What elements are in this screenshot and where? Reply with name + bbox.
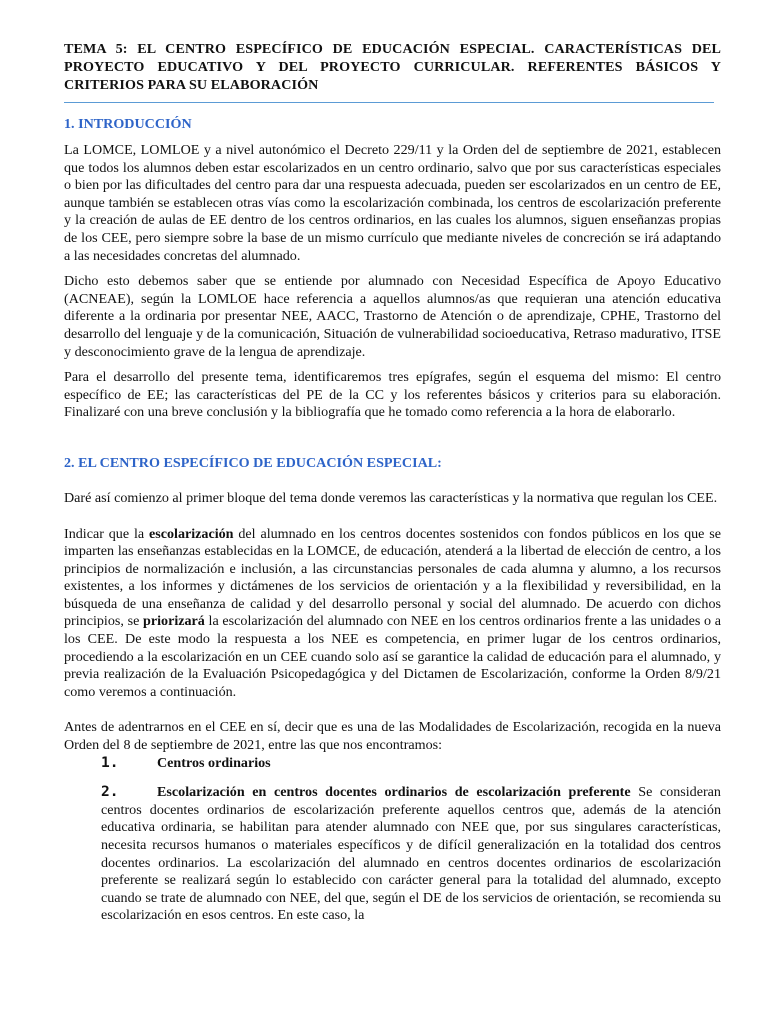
section-heading-centro-especifico: 2. EL CENTRO ESPECÍFICO DE EDUCACIÓN ESPECIAL: xyxy=(64,454,442,471)
document-page xyxy=(64,40,721,925)
title-divider xyxy=(64,102,714,103)
list-item-number: 2. xyxy=(101,784,119,801)
document-title: TEMA 5: EL CENTRO ESPECÍFICO DE EDUCACIÓN ESPECIAL. CARACTERÍSTICAS DEL PROYECTO EDUCATIVO Y DEL PROYECTO CURRICULAR. REFERENTES BÁSICOS Y CRITERIOS PARA SU ELABORACIÓN xyxy=(64,41,721,93)
list-item-body: Se consideran centros docentes ordinarios de escolarización preferente aquellos centros que, además de la atención educativa ordinaria, se habilitan para atender alumnado con NEE que, por sus singulares características, necesita recursos humanos o materiales específicos y de difícil generalización en la totalidad dos centros docentes ordinarios. La escolarización del alumnado en centros docentes ordinarios de escolarización preferente se realizará según lo establecido con carácter general para la totalidad del alumnado, excepto cuando se trate de alumnado con NEE, del que, según el DE de los servicios de orientación, se recomienda su escolarización en esos centros. En este caso, la xyxy=(101,784,721,924)
paragraph-cee-2-bold-priorizara: priorizará xyxy=(143,613,205,630)
paragraph-cee-2-part-b: del alumnado en los centros docentes sostenidos con fondos públicos en los que se imparten las enseñanzas establecidas en la LOMCE, de educación, atenderá a la libertad de elección de centro, a los principios de normalización e inclusión, a las circunstancias personales de cada alumna y alumno, a los recursos existentes, a los informes y dictámenes de los servicios de orientación y a la flexibilidad y reversibilidad, en la búsqueda de una enseñanza de calidad y del desarrollo personal y social del alumnado. De acuerdo con dichos principios, se xyxy=(64,525,722,630)
paragraph-intro-1: La LOMCE, LOMLOE y a nivel autonómico el Decreto 229/11 y la Orden del de septiembre de 2021, establecen que todos los alumnos deben estar escolarizados en un centro ordinario, salvo que por sus características especiales o bien por las dificultades del centro para dar una respuesta adecuada, pueden ser escolarizados en un centro de EE, aunque también se establecen otras vías como la escolarización combinada, los centros de escolarización preferente y la creación de aulas de EE dentro de los centros ordinarios, en las cuales los alumnos, siguen enseñanzas propias de los CEE, pero siempre sobre la base de un mismo currículo que mediante niveles de concreción se irá adaptando a las necesidades concretas del alumnado. xyxy=(64,142,721,264)
list-item-title: Escolarización en centros docentes ordinarios de escolarización preferente xyxy=(157,784,631,801)
list-item xyxy=(101,755,721,773)
list-item xyxy=(101,784,721,925)
list-item-paragraph xyxy=(101,784,721,925)
paragraph-cee-2-bold-escolarizacion: escolarización xyxy=(148,525,234,542)
list-item-title: Centros ordinarios xyxy=(157,754,271,771)
paragraph-cee-2-part-c: la escolarización del alumnado con NEE en los centros ordinarios frente a las unidades o a los CEE. De este modo la respuesta a los NEE es competencia, en primer lugar de los centros ordinarios, procediendo a la escolarización en un CEE cuando solo así se garantice la calidad de educación para el alumnado, y previa realización de la Evaluación Psicopedagógica y del Dictamen de Escolarización, conforme la Orden 8/9/21 como veremos a continuación. xyxy=(64,613,721,700)
paragraph-cee-3: Antes de adentrarnos en el CEE en sí, decir que es una de las Modalidades de Escolarización, recogida en la nueva Orden del 8 de septiembre de 2021, entre las que nos encontramos: xyxy=(64,719,721,754)
modalidades-list xyxy=(101,755,721,925)
section-heading-introduccion: 1. INTRODUCCIÓN xyxy=(64,116,192,132)
paragraph-intro-3: Para el desarrollo del presente tema, identificaremos tres epígrafes, según el esquema del mismo: El centro específico de EE; las características del PE de la CC y los referentes básicos y criterios para su elaboración. Finalizaré con una breve conclusión y la bibliografía que he tomado como referencia a la hora de elaborarlo. xyxy=(64,369,721,421)
paragraph-cee-2 xyxy=(64,526,721,702)
paragraph-cee-2-part-a: Indicar que la xyxy=(64,525,149,542)
paragraph-intro-2: Dicho esto debemos saber que se entiende por alumnado con Necesidad Específica de Apoyo Educativo (ACNEAE), según la LOMLOE hace referencia a aquellos alumnos/as que requieran una atención educativa diferente a la ordinaria por presentar NEE, AACC, Trastorno de Atención o de aprendizaje, CPHE, Trastorno del desarrollo del lenguaje y de la comunicación, Situación de vulnerabilidad socioeducativa, Retraso madurativo, ITSE y desconocimiento grave de la lengua de aprendizaje. xyxy=(64,273,721,360)
list-item-number: 1. xyxy=(101,754,119,771)
paragraph-cee-1: Daré así comienzo al primer bloque del tema donde veremos las características y la normativa que regulan los CEE. xyxy=(64,489,718,506)
